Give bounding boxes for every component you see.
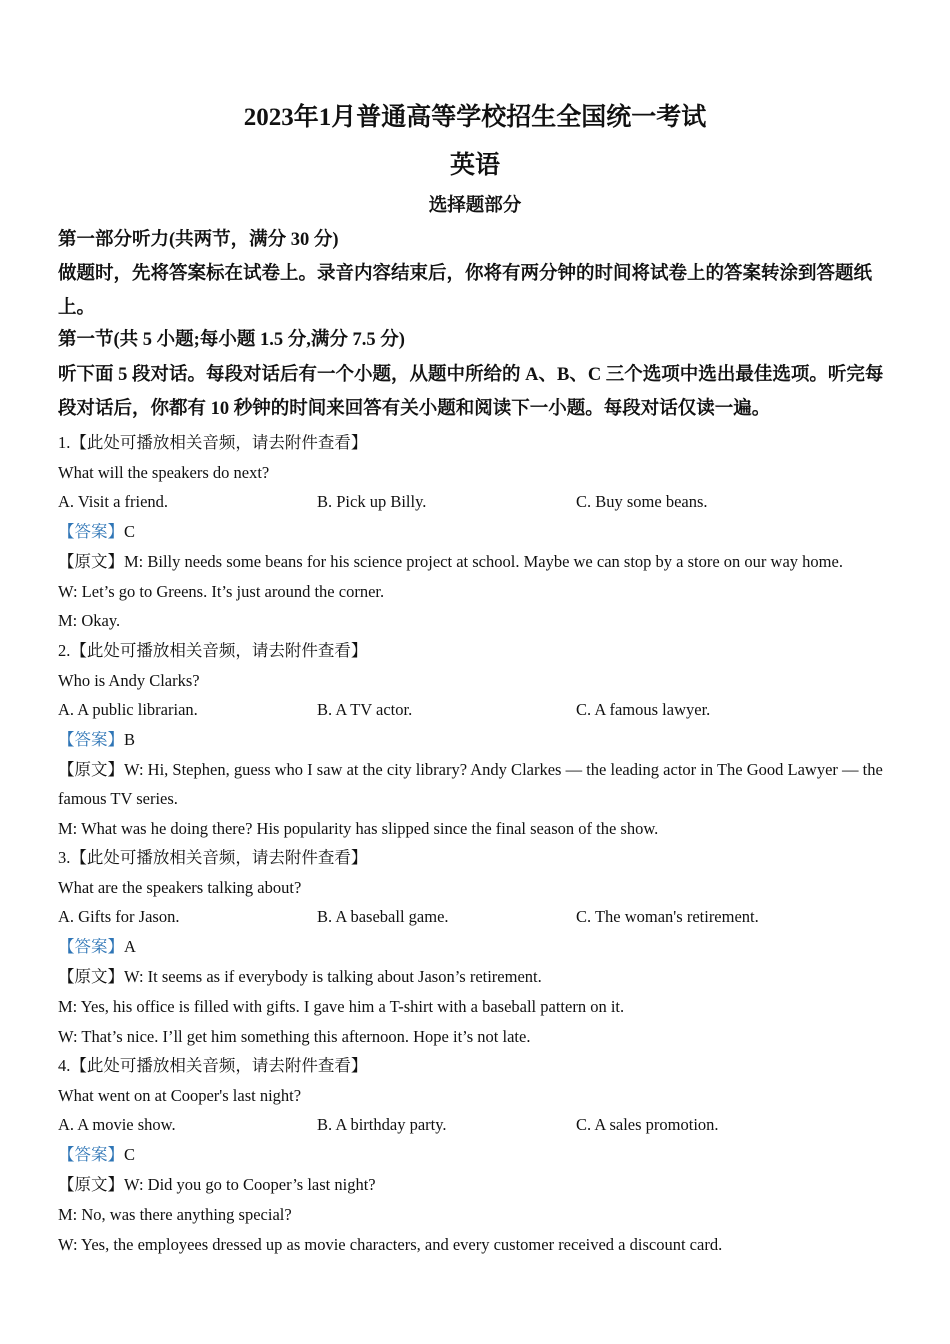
question-2-transcript-line <box>58 755 894 813</box>
section1-heading: 第一节(共 5 小题;每小题 1.5 分,满分 7.5 分) <box>58 330 405 350</box>
audio-placeholder: 【此处可播放相关音频，请去附件查看】 <box>70 848 368 867</box>
question-3-transcript-line <box>58 962 894 991</box>
answer-label: 【答案】 <box>58 937 124 956</box>
answer-label: 【答案】 <box>58 522 124 541</box>
question-4-transcript-line: W: Yes, the employees dressed up as movie characters, and every customer received a discount card. <box>58 1235 723 1254</box>
question-1-audio[interactable] <box>58 428 894 457</box>
question-number: 3. <box>58 848 71 867</box>
section1-instruction: 听下面 5 段对话。每段对话后有一个小题，从题中所给的 A、B、C 三个选项中选出最佳选项。听完每段对话后，你都有 10 秒钟的时间来回答有关小题和阅读下一小题。每段对话仅读一遍。 <box>58 365 884 419</box>
transcript-label: 【原文】 <box>58 552 124 571</box>
answer-value: A <box>124 937 136 956</box>
question-1-transcript-line: W: Let’s go to Greens. It’s just around the corner. <box>58 582 385 601</box>
question-3-text: What are the speakers talking about? <box>58 878 302 897</box>
transcript-text: M: Billy needs some beans for his science project at school. Maybe we can stop by a store on our way home. <box>124 552 843 571</box>
question-2-audio[interactable] <box>58 636 894 665</box>
question-3-transcript-line: W: That’s nice. I’ll get him something this afternoon. Hope it’s not late. <box>58 1027 531 1046</box>
question-3-audio[interactable] <box>58 843 894 872</box>
transcript-text: W: Hi, Stephen, guess who I saw at the city library? Andy Clarkes — the leading actor in The Good Lawyer — the famous TV series. <box>58 760 883 808</box>
section-label: 选择题部分 <box>428 196 522 216</box>
question-2-text: Who is Andy Clarks? <box>58 671 200 690</box>
exam-title: 2023年1月普通高等学校招生全国统一考试 <box>243 104 707 131</box>
answer-label: 【答案】 <box>58 730 124 749</box>
option-c[interactable]: C. The woman's retirement. <box>576 907 759 926</box>
option-c[interactable]: C. A sales promotion. <box>576 1115 719 1134</box>
question-2-transcript-line: M: What was he doing there? His popularity has slipped since the final season of the show. <box>58 819 659 838</box>
answer-value: C <box>124 1145 136 1164</box>
transcript-text: W: It seems as if everybody is talking about Jason’s retirement. <box>124 967 542 986</box>
question-4-answer <box>58 1140 894 1169</box>
answer-value: C <box>124 522 136 541</box>
option-c[interactable]: C. A famous lawyer. <box>576 700 711 719</box>
question-4-transcript-line: M: No, was there anything special? <box>58 1205 292 1224</box>
option-b[interactable]: B. Pick up Billy. <box>317 492 427 511</box>
answer-value: B <box>124 730 136 749</box>
question-4-text: What went on at Cooper's last night? <box>58 1086 302 1105</box>
question-1-transcript-line <box>58 547 894 576</box>
question-1-text: What will the speakers do next? <box>58 463 270 482</box>
subject-title: 英语 <box>449 152 500 179</box>
option-b[interactable]: B. A TV actor. <box>317 700 413 719</box>
question-3-transcript-line: M: Yes, his office is filled with gifts. I gave him a T-shirt with a baseball pattern on it. <box>58 997 625 1016</box>
question-2-answer <box>58 725 894 754</box>
question-3-answer <box>58 932 894 961</box>
option-a[interactable]: A. A movie show. <box>58 1115 176 1134</box>
option-a[interactable]: A. Visit a friend. <box>58 492 169 511</box>
option-a[interactable]: A. A public librarian. <box>58 700 198 719</box>
question-1-answer <box>58 517 894 546</box>
question-number: 4. <box>58 1056 71 1075</box>
question-4-audio[interactable] <box>58 1051 894 1080</box>
answer-label: 【答案】 <box>58 1145 124 1164</box>
part1-instruction: 做题时，先将答案标在试卷上。录音内容结束后，你将有两分钟的时间将试卷上的答案转涂到答题纸上。 <box>58 264 873 318</box>
audio-placeholder: 【此处可播放相关音频，请去附件查看】 <box>70 641 368 660</box>
question-4-transcript-line <box>58 1170 894 1199</box>
option-b[interactable]: B. A birthday party. <box>317 1115 447 1134</box>
transcript-label: 【原文】 <box>58 967 124 986</box>
transcript-label: 【原文】 <box>58 1175 124 1194</box>
question-number: 1. <box>58 433 71 452</box>
audio-placeholder: 【此处可播放相关音频，请去附件查看】 <box>70 433 368 452</box>
option-a[interactable]: A. Gifts for Jason. <box>58 907 180 926</box>
part1-heading: 第一部分听力(共两节，满分 30 分) <box>58 230 339 250</box>
option-c[interactable]: C. Buy some beans. <box>576 492 708 511</box>
option-b[interactable]: B. A baseball game. <box>317 907 449 926</box>
question-1-transcript-line: M: Okay. <box>58 611 121 630</box>
audio-placeholder: 【此处可播放相关音频，请去附件查看】 <box>70 1056 368 1075</box>
question-number: 2. <box>58 641 71 660</box>
transcript-text: W: Did you go to Cooper’s last night? <box>124 1175 376 1194</box>
transcript-label: 【原文】 <box>58 760 124 779</box>
